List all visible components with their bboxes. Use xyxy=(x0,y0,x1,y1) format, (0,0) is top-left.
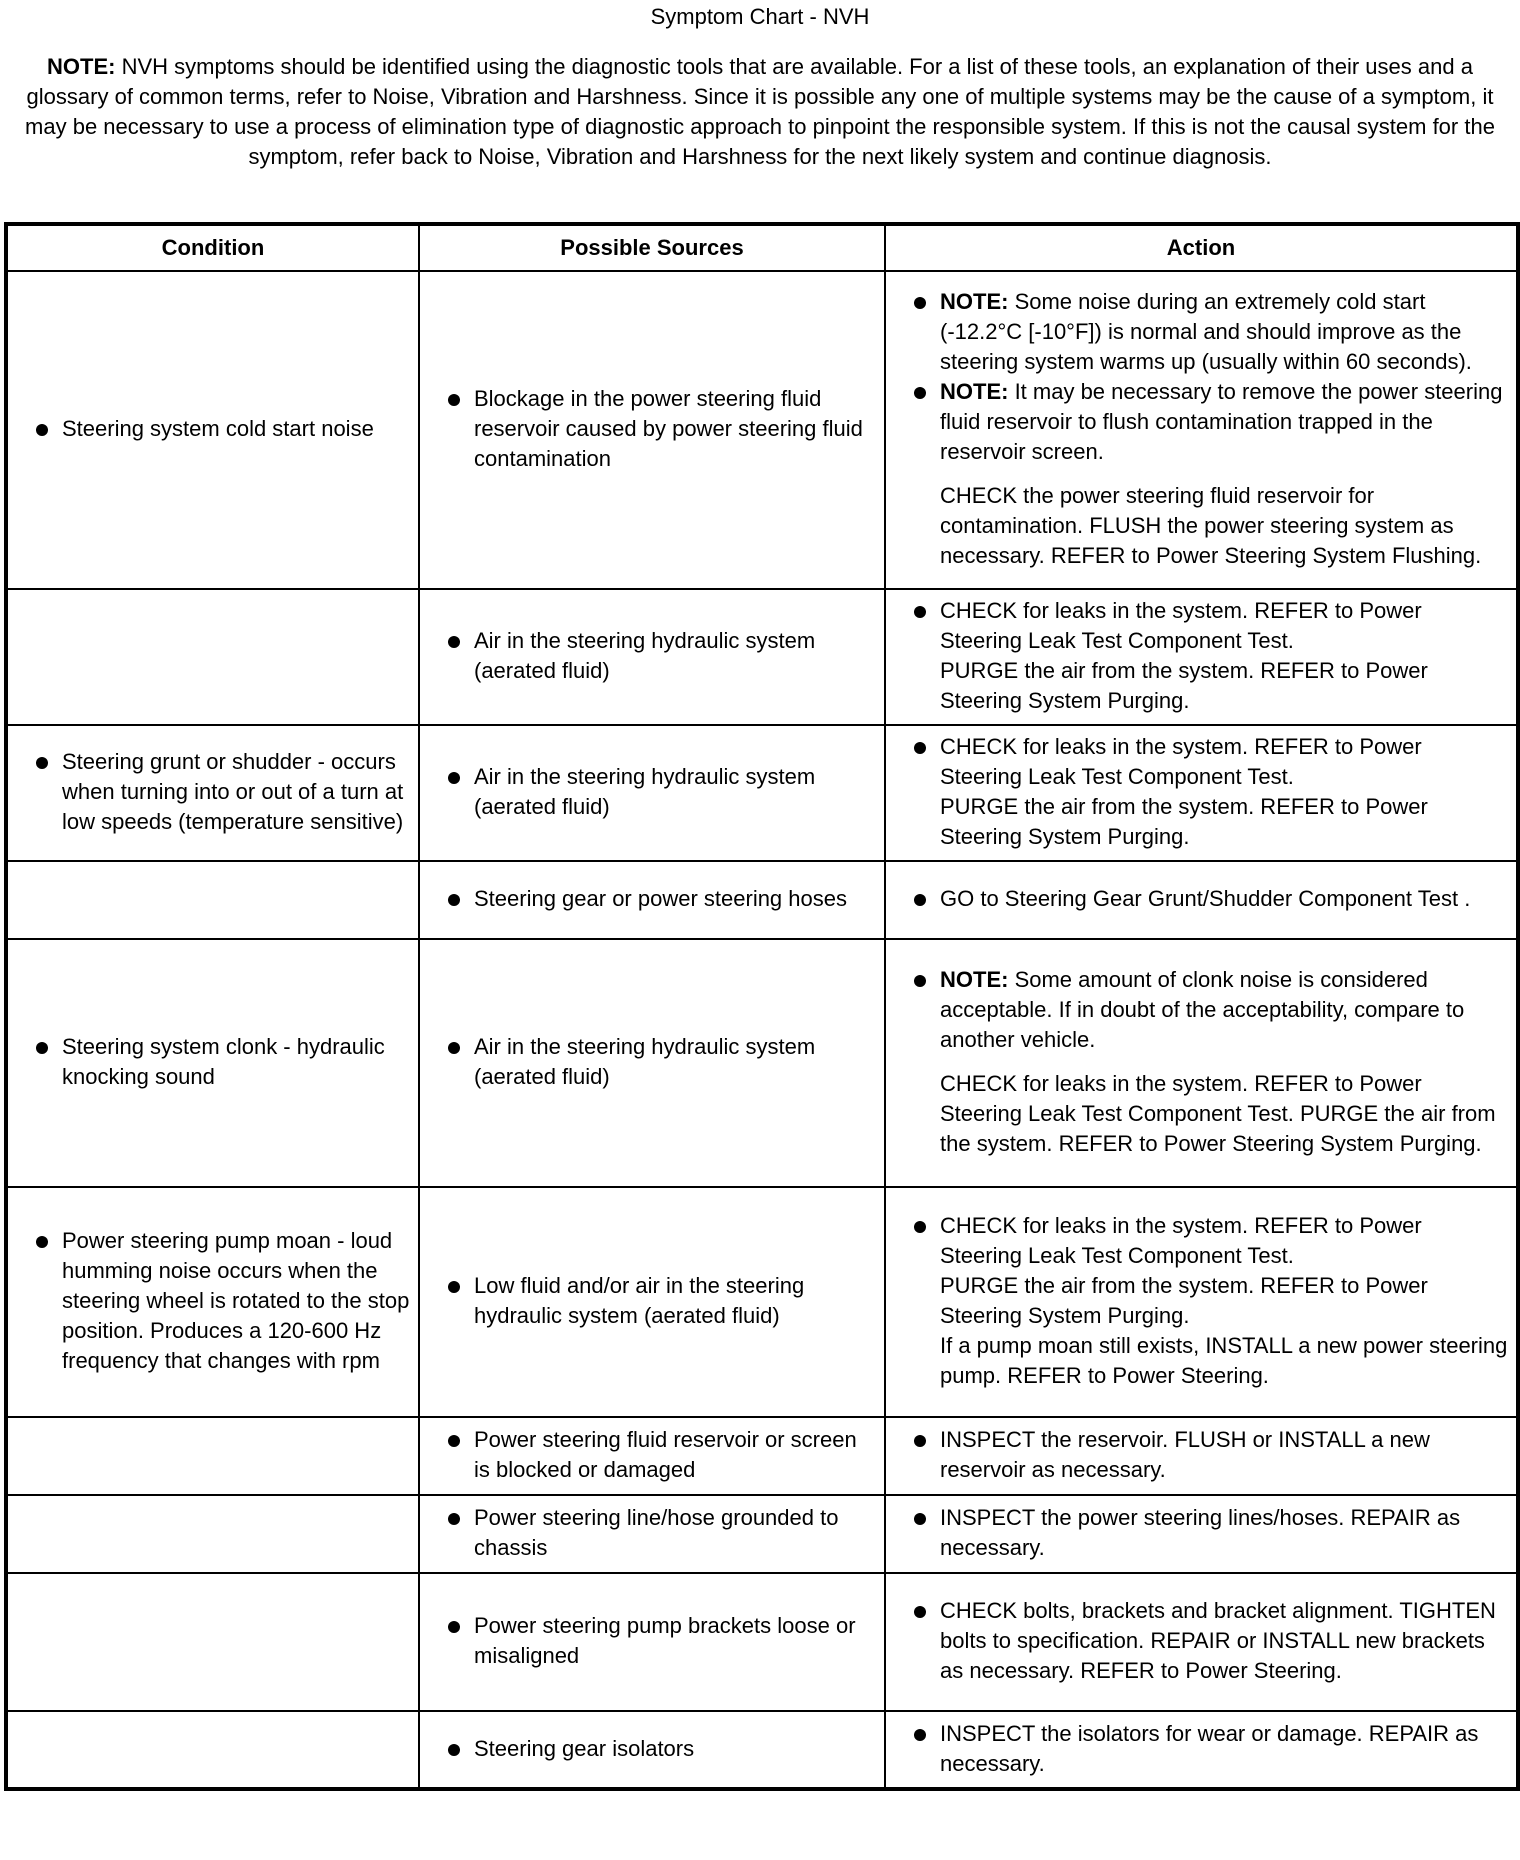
header-row xyxy=(6,224,1518,271)
source-cell xyxy=(419,589,885,725)
source-text: Power steering fluid reservoir or screen is blocked or damaged xyxy=(428,1425,876,1485)
source-cell xyxy=(419,1187,885,1417)
note-label: NOTE: xyxy=(940,967,1009,992)
condition-cell xyxy=(6,589,419,725)
source-cell xyxy=(419,861,885,939)
intro-note-label: NOTE: xyxy=(47,54,116,79)
action-cell xyxy=(885,589,1518,725)
action-text: INSPECT the reservoir. FLUSH or INSTALL a new reservoir as necessary. xyxy=(894,1425,1508,1485)
source-text: Power steering pump brackets loose or misaligned xyxy=(428,1611,876,1671)
action-text: CHECK for leaks in the system. REFER to Power Steering Leak Test Component Test. PURGE the air from the system. REFER to Power Steering System Purging. xyxy=(940,1071,1496,1156)
action-line: PURGE the air from the system. REFER to Power Steering System Purging. xyxy=(940,794,1428,849)
table-row xyxy=(6,271,1518,589)
action-cell xyxy=(885,1573,1518,1711)
condition-text: Power steering pump moan - loud humming noise occurs when the steering wheel is rotated to the stop position. Produces a 120-600 Hz frequency that changes with rpm xyxy=(16,1226,410,1376)
action-note xyxy=(894,965,1508,1055)
header-possible-sources: Possible Sources xyxy=(419,224,885,271)
source-text: Low fluid and/or air in the steering hydraulic system (aerated fluid) xyxy=(428,1271,876,1331)
action-cell xyxy=(885,939,1518,1187)
intro-note xyxy=(10,52,1510,172)
table-row xyxy=(6,939,1518,1187)
source-text: Steering gear isolators xyxy=(428,1734,876,1764)
action-cell xyxy=(885,861,1518,939)
note-label: NOTE: xyxy=(940,379,1009,404)
note-text: Some noise during an extremely cold start (-12.2°C [-10°F]) is normal and should improve as the steering system warms up (usually within 60 seconds). xyxy=(940,289,1472,374)
source-cell xyxy=(419,939,885,1187)
source-text: Power steering line/hose grounded to chassis xyxy=(428,1503,876,1563)
header-condition: Condition xyxy=(6,224,419,271)
action-line: If a pump moan still exists, INSTALL a new power steering pump. REFER to Power Steering. xyxy=(940,1333,1508,1388)
intro-note-text: NVH symptoms should be identified using the diagnostic tools that are available. For a list of these tools, an explanation of their uses and a glossary of common terms, refer to Noise, Vibration and Harshness. Since it is possible any one of multiple systems may be the cause of a symptom, it may be necessary to use a process of elimination type of diagnostic approach to pinpoint the responsible system. If this is not the causal system for the symptom, refer back to Noise, Vibration and Harshness for the next likely system and continue diagnosis. xyxy=(25,54,1495,169)
action-cell xyxy=(885,725,1518,861)
table-row xyxy=(6,589,1518,725)
source-cell xyxy=(419,1711,885,1789)
source-text: Air in the steering hydraulic system (aerated fluid) xyxy=(428,626,876,686)
source-cell xyxy=(419,271,885,589)
condition-cell xyxy=(6,861,419,939)
action-line: PURGE the air from the system. REFER to Power Steering System Purging. xyxy=(940,658,1428,713)
condition-text: Steering grunt or shudder - occurs when turning into or out of a turn at low speeds (temperature sensitive) xyxy=(16,747,410,837)
condition-cell xyxy=(6,1711,419,1789)
table-row xyxy=(6,725,1518,861)
condition-cell xyxy=(6,1417,419,1495)
table-row xyxy=(6,1187,1518,1417)
action-line: CHECK for leaks in the system. REFER to Power Steering Leak Test Component Test. xyxy=(940,598,1422,653)
action-cell xyxy=(885,1711,1518,1789)
document-title: Symptom Chart - NVH xyxy=(650,4,870,29)
source-text: Blockage in the power steering fluid reservoir caused by power steering fluid contamination xyxy=(428,384,876,474)
source-cell xyxy=(419,725,885,861)
action-cell xyxy=(885,271,1518,589)
source-text: Air in the steering hydraulic system (aerated fluid) xyxy=(428,762,876,822)
source-cell xyxy=(419,1573,885,1711)
action-text: GO to Steering Gear Grunt/Shudder Component Test . xyxy=(894,884,1508,914)
table-row xyxy=(6,861,1518,939)
symptom-table xyxy=(4,222,1520,1791)
action-text: CHECK bolts, brackets and bracket alignment. TIGHTEN bolts to specification. REPAIR or INSTALL new brackets as necessary. REFER to Power Steering. xyxy=(894,1596,1508,1686)
condition-text: Steering system clonk - hydraulic knocking sound xyxy=(16,1032,410,1092)
condition-cell xyxy=(6,1187,419,1417)
table-row xyxy=(6,1573,1518,1711)
action-text: CHECK the power steering fluid reservoir for contamination. FLUSH the power steering system as necessary. REFER to Power Steering System Flushing. xyxy=(940,483,1482,568)
action-text xyxy=(894,596,1508,716)
action-line: PURGE the air from the system. REFER to Power Steering System Purging. xyxy=(940,1273,1428,1328)
table-row xyxy=(6,1711,1518,1789)
source-cell xyxy=(419,1417,885,1495)
action-cell xyxy=(885,1495,1518,1573)
condition-cell xyxy=(6,1573,419,1711)
table-row xyxy=(6,1417,1518,1495)
condition-text: Steering system cold start noise xyxy=(16,414,410,444)
note-label: NOTE: xyxy=(940,289,1009,314)
source-text: Air in the steering hydraulic system (aerated fluid) xyxy=(428,1032,876,1092)
action-cell xyxy=(885,1417,1518,1495)
table-row xyxy=(6,1495,1518,1573)
action-line: CHECK for leaks in the system. REFER to Power Steering Leak Test Component Test. xyxy=(940,734,1422,789)
header-action: Action xyxy=(885,224,1518,271)
source-cell xyxy=(419,1495,885,1573)
action-text: INSPECT the power steering lines/hoses. REPAIR as necessary. xyxy=(894,1503,1508,1563)
source-text: Steering gear or power steering hoses xyxy=(428,884,876,914)
action-note xyxy=(894,377,1508,467)
action-line: CHECK for leaks in the system. REFER to Power Steering Leak Test Component Test. xyxy=(940,1213,1422,1268)
action-note xyxy=(894,287,1508,377)
action-text: INSPECT the isolators for wear or damage. REPAIR as necessary. xyxy=(894,1719,1508,1779)
condition-cell xyxy=(6,271,419,589)
action-cell xyxy=(885,1187,1518,1417)
note-text: It may be necessary to remove the power steering fluid reservoir to flush contamination trapped in the reservoir screen. xyxy=(940,379,1503,464)
condition-cell xyxy=(6,939,419,1187)
action-text xyxy=(894,732,1508,852)
condition-cell xyxy=(6,725,419,861)
condition-cell xyxy=(6,1495,419,1573)
note-text: Some amount of clonk noise is considered acceptable. If in doubt of the acceptability, compare to another vehicle. xyxy=(940,967,1465,1052)
action-text xyxy=(894,1211,1508,1391)
